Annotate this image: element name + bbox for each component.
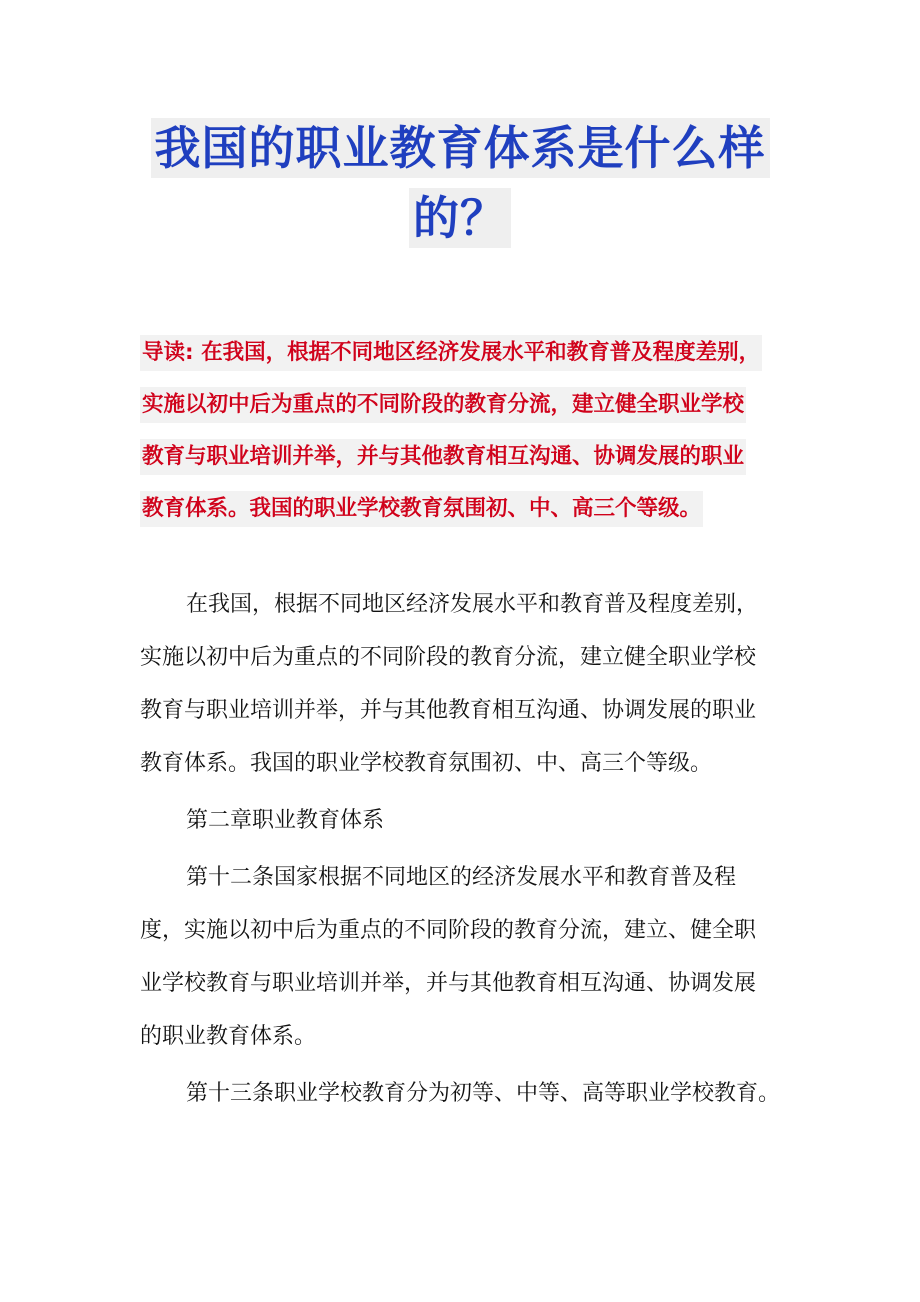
intro-line: 实施以初中后为重点的不同阶段的教育分流，建立健全职业学校 bbox=[140, 387, 746, 423]
paragraph-line: 在我国，根据不同地区经济发展水平和教育普及程度差别， bbox=[186, 592, 759, 617]
paragraph-line: 第十二条国家根据不同地区的经济发展水平和教育普及程 bbox=[186, 865, 737, 890]
paragraph-1 bbox=[140, 578, 790, 790]
paragraph-2 bbox=[140, 851, 790, 1063]
paragraph-line: 的职业教育体系。 bbox=[140, 1024, 317, 1049]
document-body bbox=[140, 578, 790, 1120]
chapter-heading bbox=[140, 794, 790, 847]
intro-line: 教育与职业培训并举，并与其他教育相互沟通、协调发展的职业 bbox=[140, 439, 746, 475]
paragraph-line: 实施以初中后为重点的不同阶段的教育分流，建立健全职业学校 bbox=[140, 645, 757, 670]
intro-line: 教育体系。我国的职业学校教育氛围初、中、高三个等级。 bbox=[140, 491, 703, 527]
intro-summary bbox=[140, 327, 790, 535]
paragraph-line: 教育体系。我国的职业学校教育氛围初、中、高三个等级。 bbox=[140, 751, 713, 776]
paragraph-line: 教育与职业培训并举，并与其他教育相互沟通、协调发展的职业 bbox=[140, 698, 757, 723]
paragraph-3 bbox=[140, 1067, 790, 1120]
paragraph-line: 第十三条职业学校教育分为初等、中等、高等职业学校教育。 bbox=[186, 1081, 781, 1106]
title-line-2: 的？ bbox=[409, 188, 511, 248]
title-line-1: 我国的职业教育体系是什么样 bbox=[151, 118, 770, 178]
chapter-heading-text: 第二章职业教育体系 bbox=[186, 808, 385, 833]
intro-line: 导读: 在我国，根据不同地区经济发展水平和教育普及程度差别， bbox=[140, 335, 762, 371]
document-title bbox=[0, 118, 920, 248]
paragraph-line: 业学校教育与职业培训并举，并与其他教育相互沟通、协调发展 bbox=[140, 971, 757, 996]
paragraph-line: 度，实施以初中后为重点的不同阶段的教育分流，建立、健全职 bbox=[140, 918, 757, 943]
